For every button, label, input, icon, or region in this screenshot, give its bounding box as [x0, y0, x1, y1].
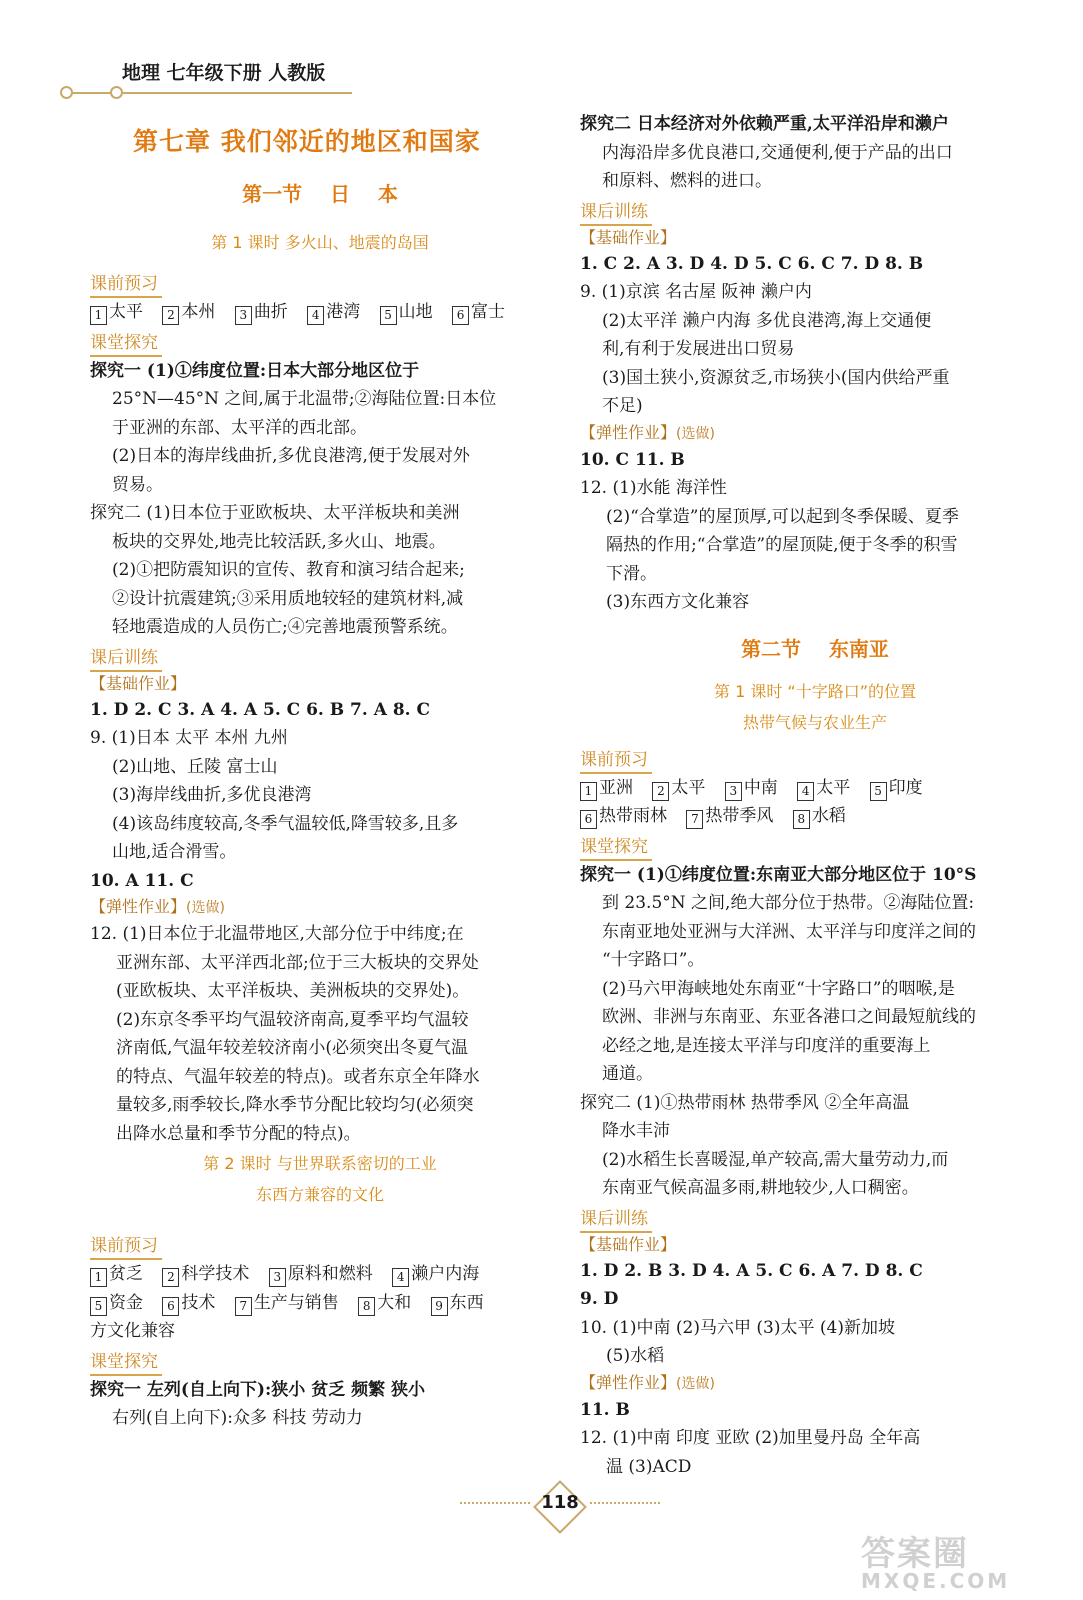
text-line: 10. C 11. B	[580, 449, 685, 470]
text-line: 10. (1)中南 (2)马六甲 (3)太平 (4)新加坡	[580, 1317, 895, 1338]
label-inquiry: 课堂探究	[90, 331, 162, 357]
text-line: 和原料、燃料的进口。	[602, 171, 772, 191]
text-line: 12. (1)日本位于北温带地区,大部分位于中纬度;在	[90, 924, 464, 944]
text-line: 不足)	[602, 396, 643, 416]
text-line: 必经之地,是连接太平洋与印度洋的重要海上	[602, 1035, 931, 1056]
tag-optional: (选做)	[186, 900, 225, 916]
tag-basic: 【基础作业】	[580, 227, 677, 247]
text-line: 10. A 11. C	[90, 870, 194, 891]
tag-optional-2: (选做)	[676, 1375, 715, 1392]
text-line: 板块的交界处,地壳比较活跃,多火山、地震。	[112, 531, 446, 552]
page-number-ornament	[460, 1488, 660, 1530]
text-line: 11. B	[580, 1399, 630, 1420]
text-line: (2)山地、丘陵 富士山	[112, 756, 278, 777]
text-line: “十字路口”。	[602, 950, 705, 970]
text-line: 量较多,雨季较长,降水季节分配比较均匀(必须突	[116, 1095, 474, 1115]
text-line: 东南亚地处亚洲与大洋洲、太平洋与印度洋之间的	[602, 921, 976, 942]
text-line: 到 23.5°N 之间,绝大部分位于热带。②海陆位置:	[602, 893, 975, 913]
text-line: 山地,适合滑雪。	[112, 842, 237, 862]
text-line: 探究一 左列(自上向下):狭小 贫乏 频繁 狭小	[90, 1379, 426, 1400]
text-line: 下滑。	[606, 563, 657, 584]
label-preview: 课前预习	[90, 272, 162, 298]
text-line: (2)“合掌造”的屋顶厚,可以起到冬季保暖、夏季	[606, 506, 959, 527]
header-dot-mid	[110, 86, 123, 99]
text-line: 通道。	[602, 1064, 653, 1084]
preview-answers-3a: 1 亚洲 2 太平 3 中南 4 太平 5 印度	[580, 774, 1050, 803]
text-line: (2)日本的海岸线曲折,多优良港湾,便于发展对外	[112, 446, 470, 466]
text-line: 东南亚气候高温多雨,耕地较少,人口稠密。	[602, 1178, 919, 1198]
text-line: 欧洲、非洲与东南亚、东亚各港口之间最短航线的	[602, 1007, 976, 1027]
text-line: (亚欧板块、太平洋板块、美洲板块的交界处)。	[116, 981, 470, 1001]
text-line: 9. (1)京滨 名古屋 阪神 濑户内	[580, 282, 812, 302]
lesson-title-3b: 热带气候与农业生产	[742, 712, 887, 732]
text-line: 出降水总量和季节分配的特点)。	[116, 1123, 361, 1144]
lesson-title-1: 第 1 课时 多火山、地震的岛国	[211, 233, 429, 252]
tag-elastic: 【弹性作业】	[90, 897, 187, 916]
text-line: ②设计抗震建筑;③采用质地较轻的建筑材料,减	[112, 588, 464, 609]
text-line: (2)水稻生长喜暖湿,单产较高,需大量劳动力,而	[602, 1149, 949, 1170]
label-after-class: 课后训练	[580, 200, 652, 226]
section-title-japan: 第一节 日 本	[242, 182, 398, 206]
page-number: 118	[541, 1492, 579, 1513]
label-inquiry-3: 课堂探究	[580, 835, 652, 861]
section-title-southeast-asia: 第二节 东南亚	[741, 636, 889, 661]
chapter-title: 第七章 我们邻近的地区和国家	[133, 127, 481, 156]
label-preview-2: 课前预习	[90, 1234, 162, 1260]
text-line: 济南低,气温年较差较济南小(必须突出冬夏气温	[116, 1038, 469, 1058]
mc-answers: 1. C 2. A 3. D 4. D 5. C 6. C 7. D 8. B	[580, 253, 924, 274]
text-line: 探究二 (1)日本位于亚欧板块、太平洋板块和美洲	[90, 503, 460, 523]
preview-answers-1: 1 太平 2 本州 3 曲折 4 港湾 5 山地 6 富士	[90, 298, 550, 327]
text-line: 温 (3)ACD	[606, 1456, 692, 1477]
tag-elastic: 【弹性作业】	[580, 422, 677, 442]
preview-answers-3b: 6 热带雨林 7 热带季风 8 水稻	[580, 802, 1050, 831]
label-inquiry-2: 课堂探究	[90, 1350, 162, 1376]
text-line: 探究一 (1)①纬度位置:日本大部分地区位于	[90, 360, 420, 381]
lesson-title-2b: 东西方兼容的文化	[255, 1185, 384, 1204]
text-line: 内海沿岸多优良港口,交通便利,便于产品的出口	[602, 142, 953, 163]
right-column	[580, 110, 1050, 1481]
tag-basic: 【基础作业】	[90, 673, 187, 693]
lesson-title-2a: 第 2 课时 与世界联系密切的工业	[203, 1154, 437, 1173]
preview-answers-2b: 5 资金 6 技术 7 生产与销售 8 大和 9 东西	[90, 1289, 550, 1318]
text-line: 方文化兼容	[90, 1321, 175, 1341]
text-line: 贸易。	[112, 474, 163, 495]
text-line: 25°N—45°N 之间,属于北温带;②海陆位置:日本位	[112, 389, 497, 409]
text-line: (2)马六甲海峡地处东南亚“十字路口”的咽喉,是	[602, 978, 955, 999]
label-preview-3: 课前预习	[580, 748, 652, 774]
mc-answers: 1. D 2. C 3. A 4. A 5. C 6. B 7. A 8. C	[90, 699, 431, 720]
tag-basic-2: 【基础作业】	[580, 1234, 677, 1254]
text-line: 右列(自上向下):众多 科技 劳动力	[112, 1408, 363, 1428]
watermark-top: 答案圈	[861, 1534, 969, 1574]
text-line: (2)①把防震知识的宣传、教育和演习结合起来;	[112, 560, 465, 580]
text-line: 9. (1)日本 太平 本州 九州	[90, 728, 288, 748]
text-line: (4)该岛纬度较高,冬季气温较低,降雪较多,且多	[112, 813, 459, 834]
text-line: 探究二 日本经济对外依赖严重,太平洋沿岸和濑户	[580, 114, 949, 134]
text-line: 12. (1)水能 海洋性	[580, 478, 727, 498]
text-line: 轻地震造成的人员伤亡;④完善地震预警系统。	[112, 617, 458, 637]
mc-answers: 1. D 2. B 3. D 4. A 5. C 6. A 7. D 8. C	[580, 1260, 923, 1281]
book-title: 地理 七年级下册 人教版	[122, 62, 326, 84]
text-line: (2)太平洋 濑户内海 多优良港湾,海上交通便	[602, 310, 932, 331]
tag-optional: (选做)	[676, 425, 715, 442]
text-line: 9. D	[580, 1289, 619, 1309]
text-line: (3)国土狭小,资源贫乏,市场狭小(国内供给严重	[602, 367, 950, 388]
preview-answers-2a: 1 贫乏 2 科学技术 3 原料和燃料 4 濑户内海	[90, 1260, 550, 1289]
text-line: (3)海岸线曲折,多优良港湾	[112, 785, 312, 805]
left-column	[90, 178, 550, 1433]
text-line: 12. (1)中南 印度 亚欧 (2)加里曼丹岛 全年高	[580, 1428, 921, 1448]
text-line: 探究一 (1)①纬度位置:东南亚大部分地区位于 10°S	[580, 864, 977, 885]
text-line: 利,有利于发展进出口贸易	[602, 339, 795, 359]
text-line: 探究二 (1)①热带雨林 热带季风 ②全年高温	[580, 1092, 910, 1113]
watermark-bottom: MXQE.COM	[861, 1569, 1011, 1593]
text-line: 于亚洲的东部、太平洋的西北部。	[112, 417, 367, 438]
text-line: 隔热的作用;“合掌造”的屋顶陡,便于冬季的积雪	[606, 535, 958, 555]
text-line: (3)东西方文化兼容	[606, 592, 750, 612]
tag-elastic-2: 【弹性作业】	[580, 1372, 677, 1392]
inquiry-block-1	[90, 357, 550, 642]
label-after-class: 课后训练	[90, 646, 162, 672]
text-line: 的特点、气温年较差的特点)。或者东京全年降水	[116, 1066, 480, 1087]
header-rule	[62, 92, 352, 94]
text-line: 降水丰沛	[602, 1121, 670, 1141]
header-dot-left	[60, 86, 73, 99]
text-line: (2)东京冬季平均气温较济南高,夏季平均气温较	[116, 1009, 469, 1030]
label-after-class-2: 课后训练	[580, 1207, 652, 1233]
text-line: 亚洲东部、太平洋西北部;位于三大板块的交界处	[116, 952, 479, 973]
watermark	[861, 1526, 1071, 1593]
lesson-title-3a: 第 1 课时 “十字路口”的位置	[713, 681, 917, 701]
text-line: (5)水稻	[606, 1346, 665, 1366]
